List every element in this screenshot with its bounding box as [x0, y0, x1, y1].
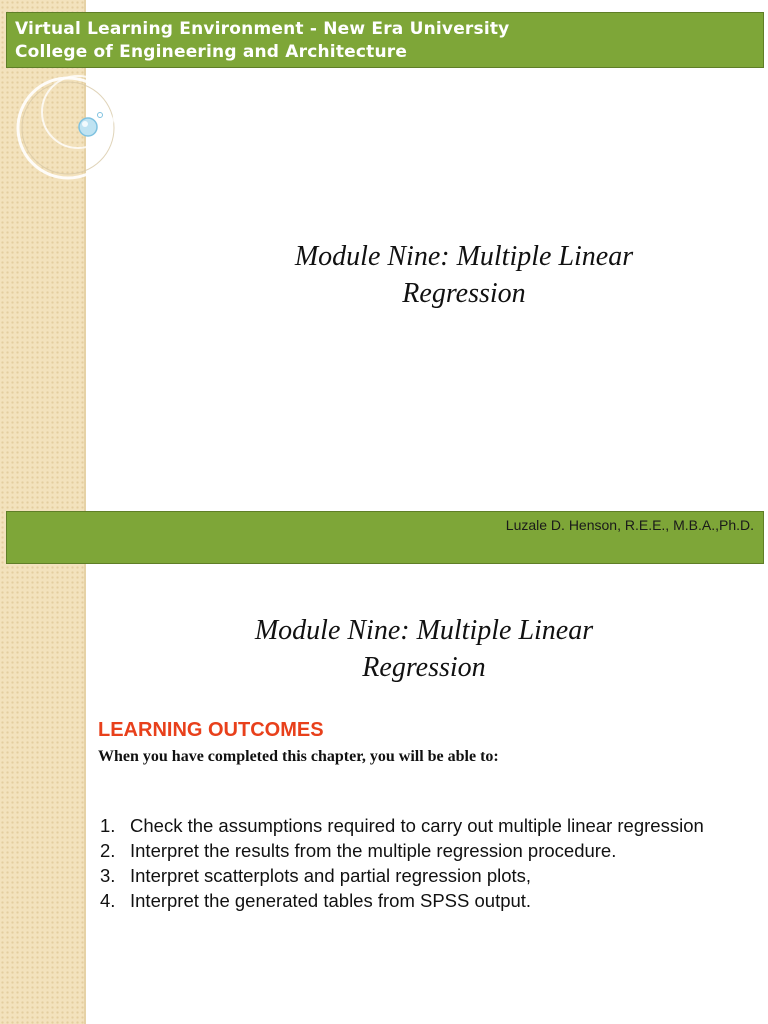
list-item-number: 2. [100, 840, 116, 861]
header-line-university: Virtual Learning Environment - New Era University [15, 19, 510, 39]
list-item-text: Check the assumptions required to carry out multiple linear regression [130, 815, 704, 836]
learning-outcomes-heading: LEARNING OUTCOMES [98, 719, 324, 741]
list-item-text: Interpret the generated tables from SPSS output. [130, 890, 532, 911]
slide-title-line-2: Regression [402, 278, 526, 309]
header-line-college: College of Engineering and Architecture [15, 42, 408, 62]
list-item-number: 3. [100, 865, 116, 886]
module-title-line-2: Regression [362, 652, 486, 683]
header-banner [6, 12, 764, 68]
list-item [98, 888, 718, 913]
slide-title-line-1: Module Nine: Multiple Linear [294, 241, 634, 272]
list-item-text: Interpret scatterplots and partial regression plots, [130, 865, 532, 886]
list-item [98, 863, 718, 888]
list-item [98, 838, 718, 863]
learning-outcomes-intro: When you have completed this chapter, you will be able to: [98, 748, 499, 765]
module-title [140, 612, 708, 686]
slide-title [180, 238, 748, 312]
list-item-number: 4. [100, 890, 116, 911]
module-title-line-1: Module Nine: Multiple Linear [254, 615, 594, 646]
author-banner [6, 511, 764, 564]
learning-outcomes-list [98, 813, 718, 913]
list-item-number: 1. [100, 815, 116, 836]
author-name: Luzale D. Henson, R.E.E., M.B.A.,Ph.D. [505, 517, 754, 533]
list-item-text: Interpret the results from the multiple regression procedure. [130, 840, 617, 861]
list-item [98, 813, 718, 838]
